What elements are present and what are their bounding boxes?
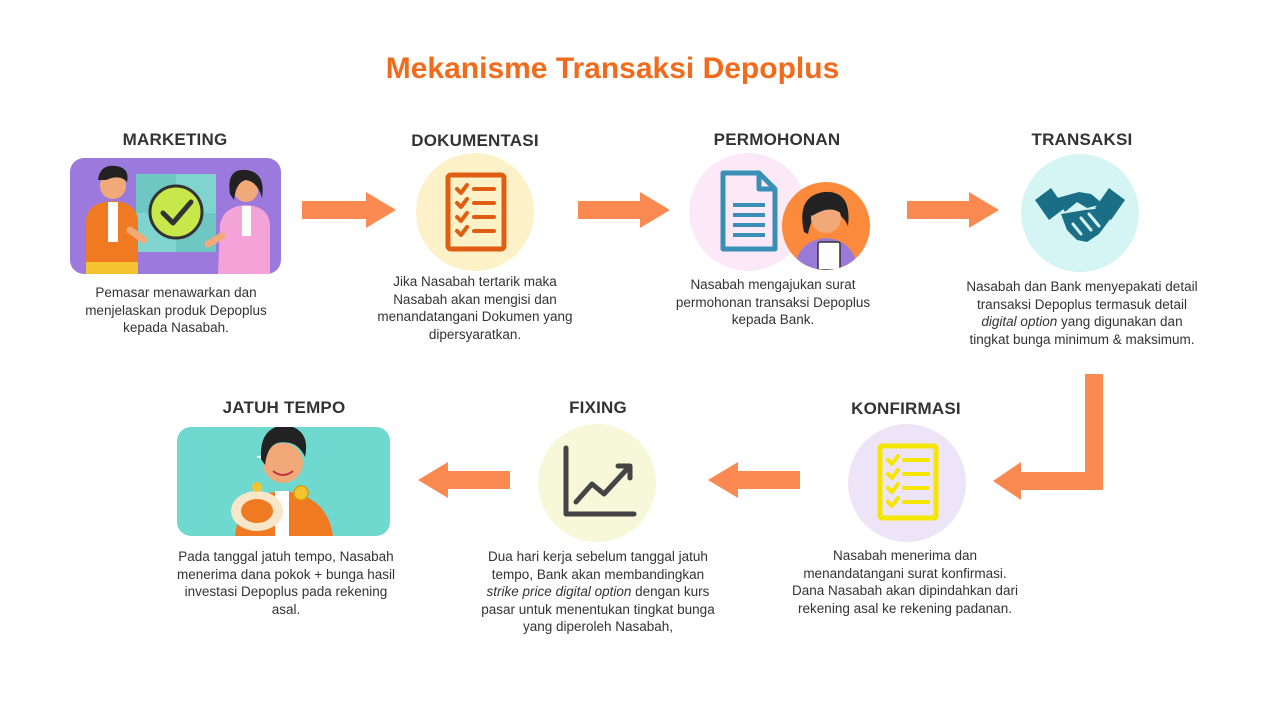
transaksi-icon-circle: [1021, 154, 1139, 272]
arrow-right-icon: [907, 192, 999, 228]
step-title-dokumentasi: DOKUMENTASI: [411, 131, 539, 150]
dokumentasi-icon-circle: [416, 153, 534, 271]
step-title-transaksi: TRANSAKSI: [1031, 130, 1133, 149]
step-desc-marketing: Pemasar menawarkan dan menjelaskan produk Depoplus kepada Nasabah.: [85, 285, 267, 335]
step-title-permohonan: PERMOHONAN: [713, 130, 841, 149]
fixing-icon-circle: [538, 424, 656, 542]
arrow-left-icon: [708, 462, 800, 498]
arrow-down-left-icon: [993, 374, 1105, 500]
step-title-fixing: FIXING: [569, 398, 627, 417]
page-title: Mekanisme Transaksi Depoplus: [385, 52, 840, 85]
step-desc-dokumentasi: Jika Nasabah tertarik maka Nasabah akan mengisi dan menandatangani Dokumen yang dipersyaratkan.: [377, 274, 573, 342]
step-title-marketing: MARKETING: [122, 130, 228, 149]
step-title-jatuh-tempo: JATUH TEMPO: [222, 398, 346, 417]
arrow-left-icon: [418, 462, 510, 498]
step-desc-jatuh-tempo: Pada tanggal jatuh tempo, Nasabah menerima dana pokok + bunga hasil investasi Depoplus pada rekening asal.: [176, 549, 396, 617]
line-chart-icon: [538, 424, 656, 542]
arrow-right-icon: [578, 192, 670, 228]
konfirmasi-icon-circle: [848, 424, 966, 542]
arrow-right-icon: [302, 192, 396, 228]
step-desc-transaksi: Nasabah dan Bank menyepakati detail transaksi Depoplus termasuk detail digital option yang digunakan dan tingkat bunga minimum & maksimum.: [966, 279, 1198, 347]
checklist-icon: [416, 153, 534, 271]
step-desc-konfirmasi: Nasabah menerima dan menandatangani surat konfirmasi. Dana Nasabah akan dipindahkan dari rekening asal ke rekening padanan.: [792, 548, 1018, 616]
step-desc-permohonan: Nasabah mengajukan surat permohonan transaksi Depoplus kepada Bank.: [675, 277, 871, 327]
step-title-konfirmasi: KONFIRMASI: [851, 399, 961, 418]
checklist-icon: [848, 424, 966, 542]
handshake-icon: [1021, 154, 1139, 272]
woman-avatar: [782, 182, 870, 270]
jatuh-tempo-illustration: [177, 427, 390, 536]
step-desc-fixing: Dua hari kerja sebelum tanggal jatuh tempo, Bank akan membandingkan strike price digital option dengan kurs pasar untuk menentukan tingkat bunga yang diperoleh Nasabah,: [481, 549, 715, 634]
marketing-illustration: [70, 158, 281, 274]
